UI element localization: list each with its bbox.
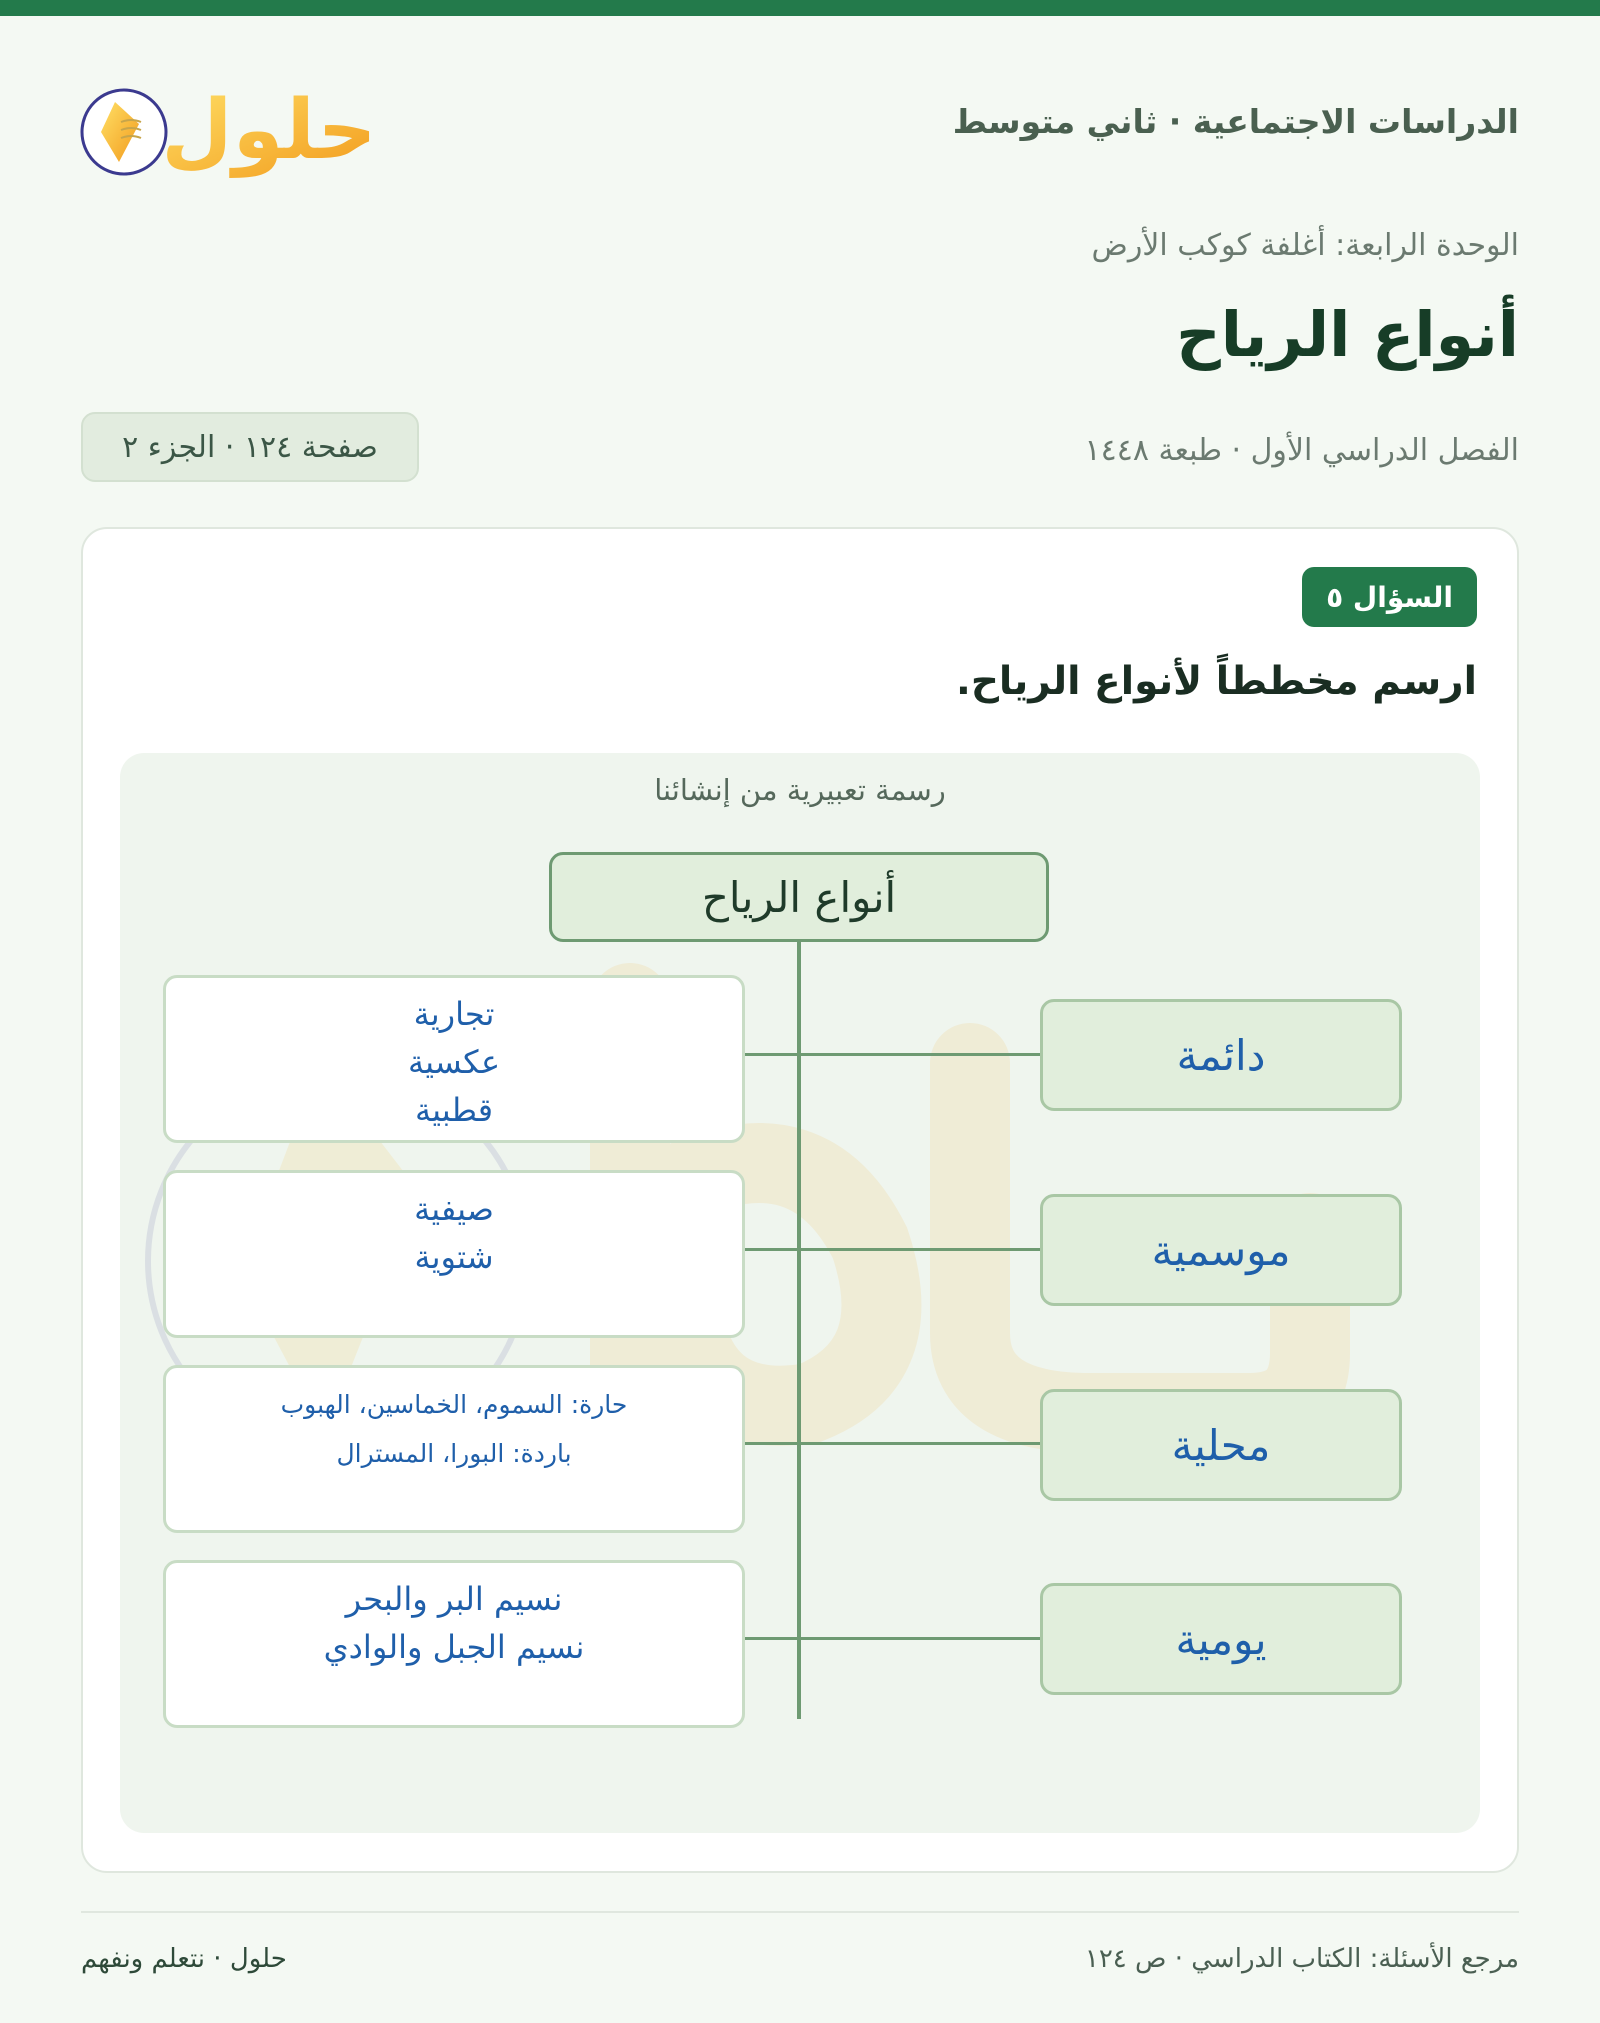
hulul-logo bbox=[79, 66, 377, 182]
detail-item: نسيم الجبل والوادي bbox=[323, 1628, 585, 1666]
diagram-trunk-line bbox=[797, 942, 801, 1719]
branch-line bbox=[745, 1053, 1042, 1056]
question-card bbox=[81, 527, 1519, 1873]
detail-item: شتوية bbox=[414, 1238, 494, 1276]
details-daily bbox=[163, 1560, 745, 1728]
detail-item: عكسية bbox=[407, 1043, 501, 1081]
detail-item: باردة: البورا، المسترال bbox=[336, 1439, 572, 1468]
detail-item: قطبية bbox=[414, 1091, 493, 1129]
detail-item: تجارية bbox=[413, 995, 495, 1033]
detail-item: نسيم البر والبحر bbox=[345, 1580, 563, 1618]
top-accent-bar bbox=[0, 0, 1600, 16]
details-permanent bbox=[163, 975, 745, 1143]
unit-title: الوحدة الرابعة: أغلفة كوكب الأرض bbox=[1091, 228, 1519, 263]
footer-reference: مرجع الأسئلة: الكتاب الدراسي · ص ١٢٤ bbox=[1084, 1944, 1519, 1974]
detail-item: صيفية bbox=[414, 1190, 494, 1228]
footer-divider bbox=[81, 1911, 1519, 1913]
question-number-badge: السؤال ٥ bbox=[1302, 567, 1477, 627]
page-title: أنواع الرياح bbox=[1176, 298, 1519, 371]
details-local bbox=[163, 1365, 745, 1533]
detail-item: حارة: السموم، الخماسين، الهبوب bbox=[280, 1390, 628, 1419]
footer-brand: حلول · نتعلم ونفهم bbox=[81, 1944, 287, 1974]
branch-line bbox=[745, 1637, 1042, 1640]
subject-header: الدراسات الاجتماعية · ثاني متوسط bbox=[952, 102, 1519, 141]
category-daily: يومية bbox=[1040, 1583, 1402, 1695]
branch-line bbox=[745, 1248, 1042, 1251]
category-local: محلية bbox=[1040, 1389, 1402, 1501]
category-permanent: دائمة bbox=[1040, 999, 1402, 1111]
details-seasonal bbox=[163, 1170, 745, 1338]
diagram-root-node: أنواع الرياح bbox=[549, 852, 1049, 942]
diagram-caption: رسمة تعبيرية من إنشائنا bbox=[654, 773, 946, 807]
winds-diagram bbox=[120, 753, 1480, 1833]
logo-wordmark: حلول bbox=[161, 83, 377, 178]
question-text: ارسم مخططاً لأنواع الرياح. bbox=[956, 659, 1477, 704]
term-edition: الفصل الدراسي الأول · طبعة ١٤٤٨ bbox=[1084, 433, 1519, 468]
branch-line bbox=[745, 1442, 1042, 1445]
category-seasonal: موسمية bbox=[1040, 1194, 1402, 1306]
page-badge: صفحة ١٢٤ · الجزء ٢ bbox=[81, 412, 419, 482]
